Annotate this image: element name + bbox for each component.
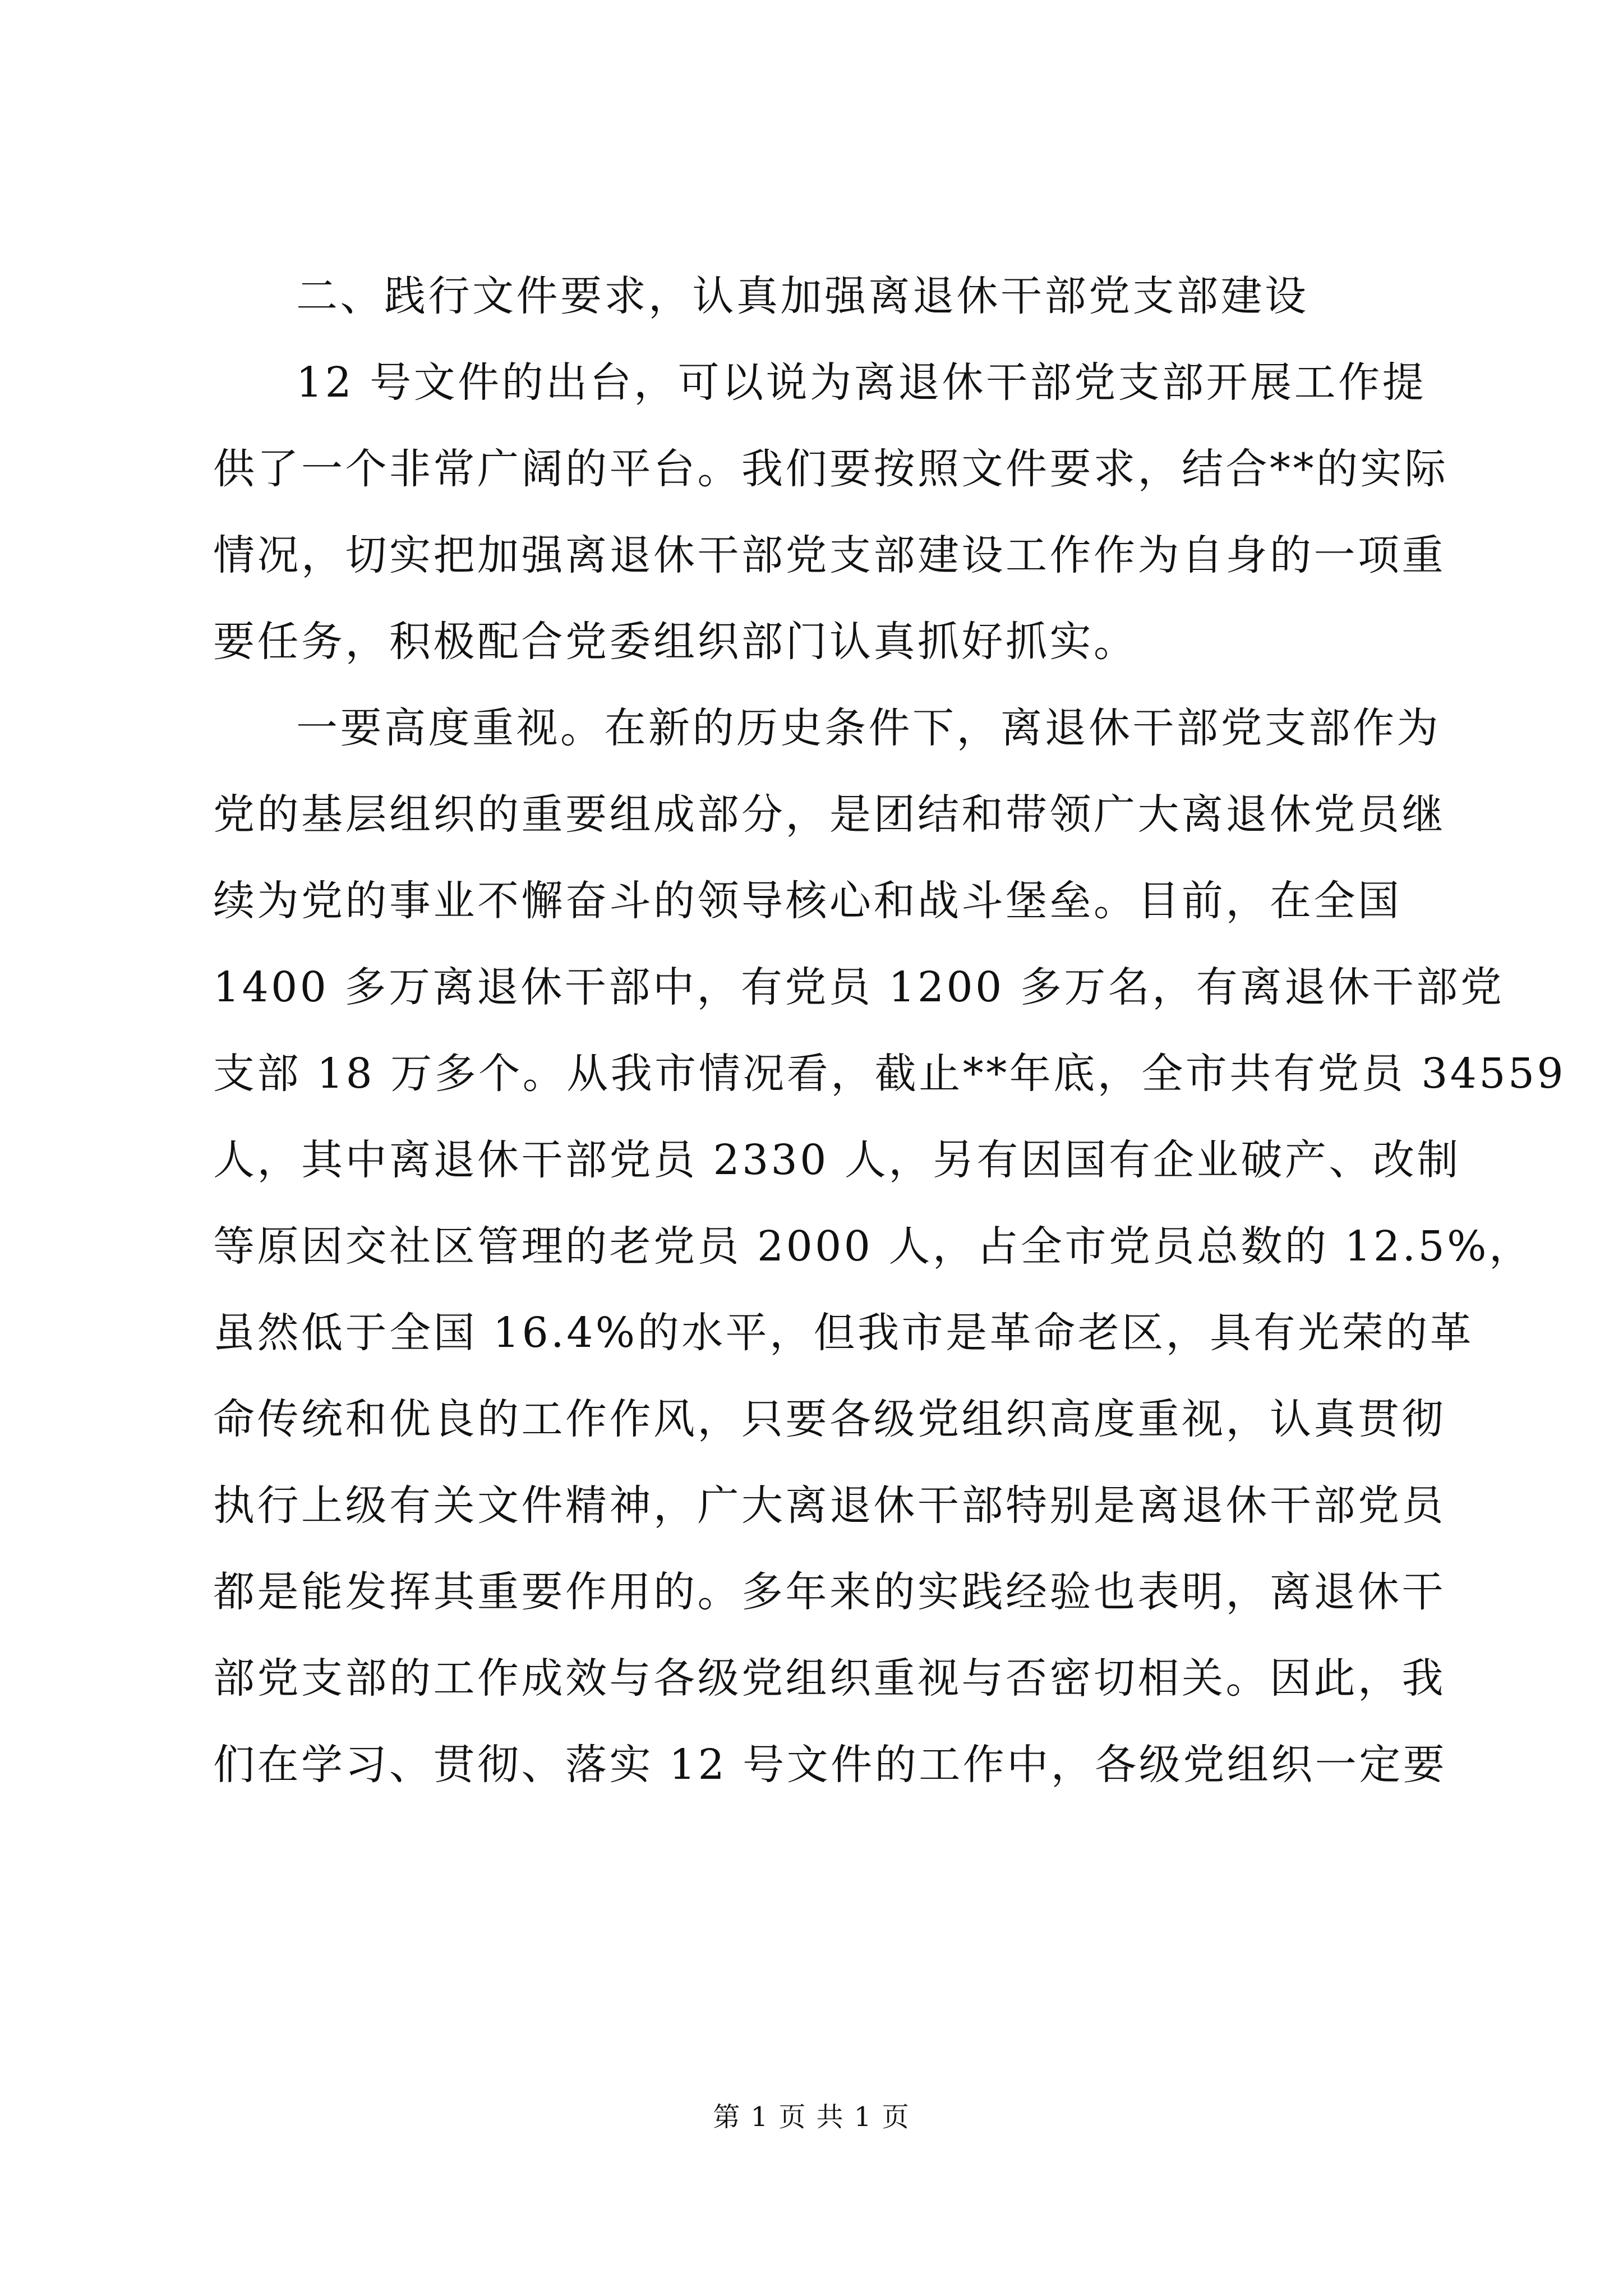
section-heading: 二、践行文件要求，认真加强离退休干部党支部建设 (296, 272, 1309, 320)
paragraph-line: 要任务，积极配合党委组织部门认真抓好抓实。 (213, 618, 1138, 666)
paragraph-line: 命传统和优良的工作作风，只要各级党组织高度重视，认真贯彻 (213, 1395, 1446, 1443)
paragraph-line: 执行上级有关文件精神，广大离退休干部特别是离退休干部党员 (213, 1481, 1446, 1530)
paragraph-line: 等原因交社区管理的老党员 2000 人，占全市党员总数的 12.5%， (213, 1222, 1533, 1271)
paragraph-line: 一要高度重视。在新的历史条件下，离退休干部党支部作为 (296, 704, 1441, 752)
paragraph-line: 党的基层组织的重要组成部分，是团结和带领广大离退休党员继 (213, 790, 1446, 839)
paragraph-line: 1400 多万离退休干部中，有党员 1200 多万名，有离退休干部党 (213, 963, 1505, 1011)
paragraph-line: 12 号文件的出台，可以说为离退休干部党支部开展工作提 (296, 358, 1427, 407)
paragraph-line: 人，其中离退休干部党员 2330 人，另有因国有企业破产、改制 (213, 1136, 1461, 1184)
paragraph-line: 续为党的事业不懈奋斗的领导核心和战斗堡垒。目前，在全国 (213, 877, 1402, 925)
paragraph-line: 供了一个非常广阔的平台。我们要按照文件要求，结合**的实际 (213, 445, 1449, 493)
paragraph-line: 们在学习、贯彻、落实 12 号文件的工作中，各级党组织一定要 (213, 1741, 1447, 1789)
paragraph-line: 情况，切实把加强离退休干部党支部建设工作作为自身的一项重 (213, 531, 1446, 579)
paragraph-line: 虽然低于全国 16.4%的水平，但我市是革命老区，具有光荣的革 (213, 1309, 1474, 1357)
paragraph-line: 支部 18 万多个。从我市情况看，截止**年底，全市共有党员 34559 (213, 1050, 1566, 1098)
paragraph-line: 都是能发挥其重要作用的。多年来的实践经验也表明，离退休干 (213, 1568, 1446, 1616)
paragraph-line: 部党支部的工作成效与各级党组织重视与否密切相关。因此，我 (213, 1654, 1446, 1703)
page-footer: 第 1 页 共 1 页 (713, 2101, 910, 2133)
